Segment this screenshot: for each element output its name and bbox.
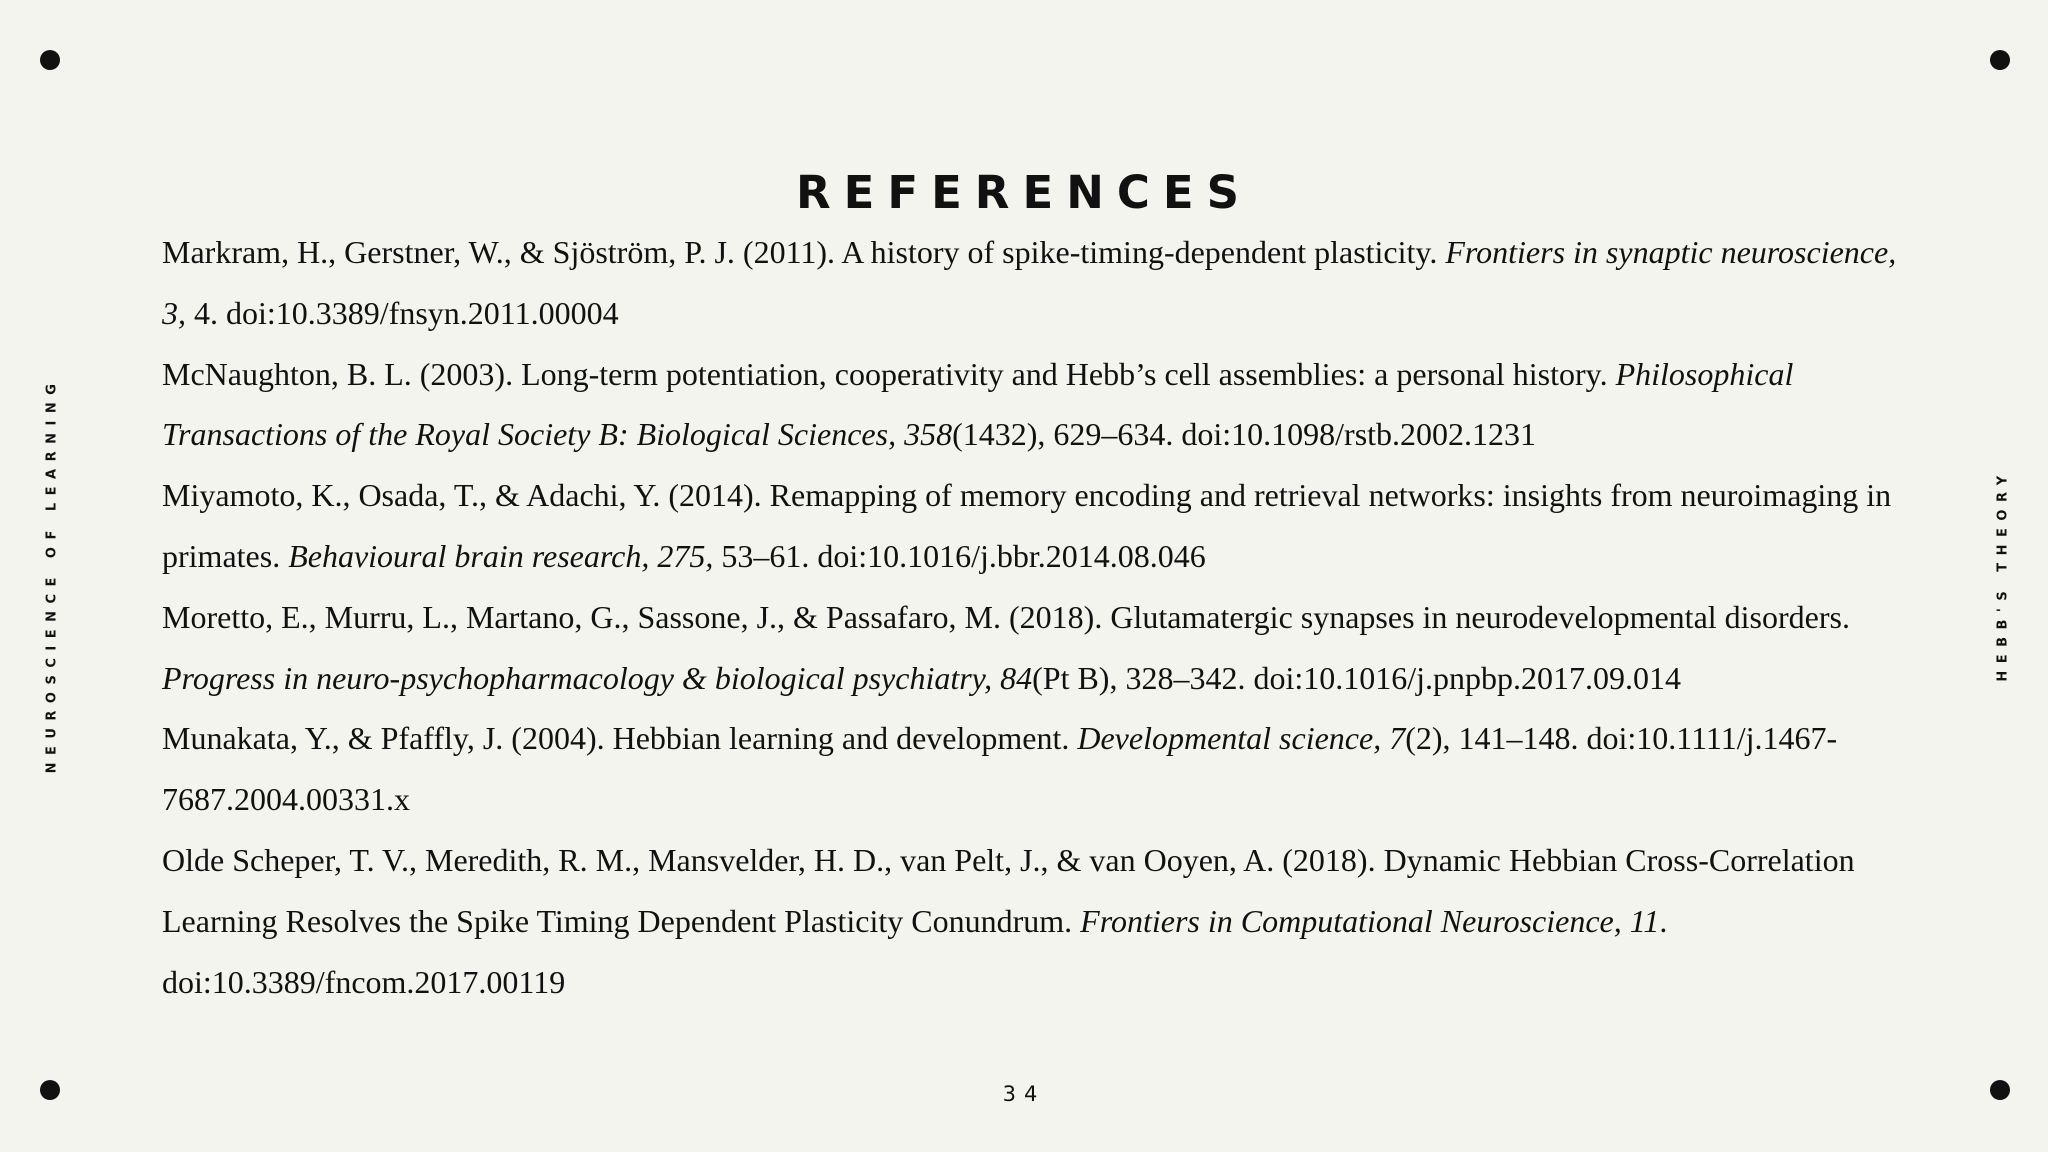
reference-authors-title: Moretto, E., Murru, L., Martano, G., Sassone, J., & Passafaro, M. (2018). Glutamatergic synapses in neurodevelopmental disorders.: [162, 598, 1850, 635]
reference-authors-title: Olde Scheper, T. V., Meredith, R. M., Mansvelder, H. D., van Pelt, J., & van Ooyen, A. (2018). Dynamic Hebbian Cross-Correlation Learning Resolves the Spike Timing Dependent Plasticity Conundrum.: [162, 841, 1855, 939]
page-number: 34: [1002, 1082, 1046, 1106]
reference-journal: Frontiers in Computational Neuroscience, 11: [1080, 902, 1660, 939]
reference-item: [162, 587, 1912, 709]
reference-journal: Philosophical Transactions of the Royal Society B: Biological Sciences, 358: [162, 355, 1794, 453]
reference-authors-title: McNaughton, B. L. (2003). Long-term potentiation, cooperativity and Hebb’s cell assemblies: a personal history.: [162, 355, 1616, 392]
reference-details: . doi:10.3389/fncom.2017.00119: [162, 902, 1668, 1000]
reference-journal: Progress in neuro-psychopharmacology & biological psychiatry, 84: [162, 659, 1033, 696]
reference-details: 4. doi:10.3389/fnsyn.2011.00004: [186, 294, 619, 331]
reference-details: 53–61. doi:10.1016/j.bbr.2014.08.046: [713, 537, 1206, 574]
reference-details: (1432), 629–634. doi:10.1098/rstb.2002.1231: [952, 416, 1537, 453]
reference-authors-title: Munakata, Y., & Pfaffly, J. (2004). Hebbian learning and development.: [162, 720, 1078, 757]
reference-item: [162, 465, 1912, 587]
reference-journal: Behavioural brain research, 275,: [288, 537, 714, 574]
corner-dot: [40, 50, 60, 70]
page-title: REFERENCES: [795, 166, 1253, 220]
reference-details: (2), 141–148. doi:10.1111/j.1467-7687.2004.00331.x: [162, 720, 1838, 818]
reference-item: [162, 222, 1912, 344]
reference-item: [162, 830, 1912, 1012]
side-label-right: HEBB'S THEORY: [1995, 468, 2011, 682]
reference-item: [162, 344, 1912, 466]
reference-details: (Pt B), 328–342. doi:10.1016/j.pnpbp.2017.09.014: [1032, 659, 1682, 696]
reference-list: [162, 222, 1912, 1012]
side-label-left: NEUROSCIENCE OF LEARNING: [44, 376, 60, 774]
reference-authors-title: Markram, H., Gerstner, W., & Sjöström, P. J. (2011). A history of spike-timing-dependent plasticity.: [162, 234, 1446, 270]
reference-authors-title: Miyamoto, K., Osada, T., & Adachi, Y. (2014). Remapping of memory encoding and retrieval networks: insights from neuroimaging in primates.: [162, 477, 1892, 574]
reference-journal: Developmental science, 7: [1077, 720, 1406, 757]
reference-item: [162, 708, 1912, 830]
reference-journal: Frontiers in synaptic neuroscience, 3,: [162, 234, 1897, 331]
corner-dot: [1990, 50, 2010, 70]
